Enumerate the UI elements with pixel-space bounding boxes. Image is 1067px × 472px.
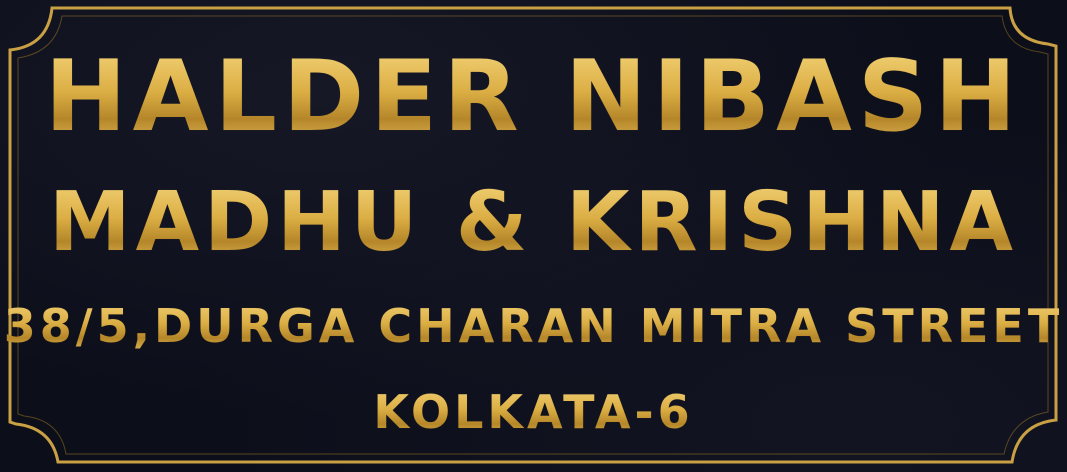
owner-name-text: HALDER NIBASH (0, 42, 1067, 152)
city-text: KOLKATA-6 (0, 382, 1067, 442)
residents-text: MADHU & KRISHNA (0, 175, 1067, 270)
address-text: 38/5,DURGA CHARAN MITRA STREET (0, 296, 1067, 356)
